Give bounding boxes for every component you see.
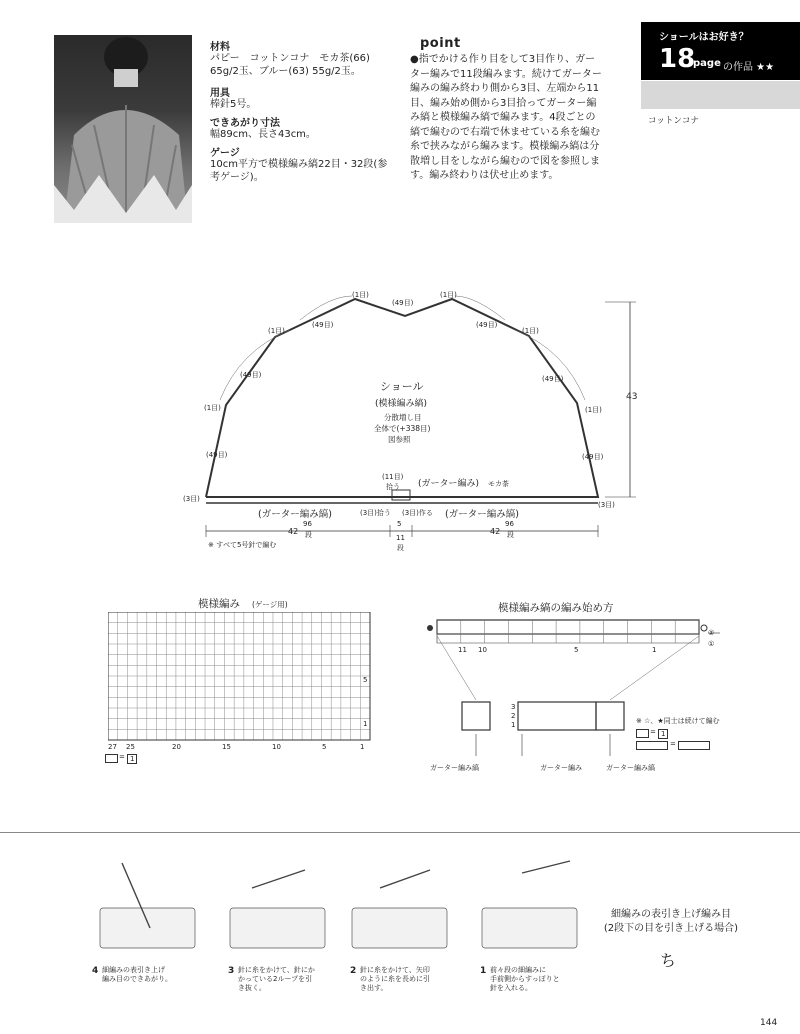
pattern-row-5: 5 bbox=[363, 676, 368, 684]
yarn-name: コットンコナ bbox=[648, 116, 699, 126]
start-note: ※ ☆、★同士は続けて編む bbox=[636, 717, 720, 725]
footnote: ※ すべて5号針で編む bbox=[208, 541, 277, 549]
step-3-text: 針に糸をかけて、針にか かっている2ループを引 き抜く。 bbox=[238, 966, 315, 992]
pick3-label: (3目)拾う bbox=[360, 509, 391, 517]
label-1me-e: (1目) bbox=[204, 404, 221, 412]
garter-center-label: (ガーター編み) bbox=[418, 479, 480, 489]
start-col-5: 5 bbox=[574, 646, 579, 654]
dim-dan-right: 段 bbox=[507, 531, 514, 539]
dim-42-right: 42 bbox=[490, 527, 501, 536]
legend-sym: 1 bbox=[127, 754, 137, 764]
start-garter-left: ガーター編み縞 bbox=[430, 764, 479, 772]
start-legend-eq2: = bbox=[670, 740, 676, 748]
garter-center-color: モカ茶 bbox=[488, 480, 509, 488]
stitch-symbol-icon: ち bbox=[660, 951, 677, 970]
section-divider bbox=[0, 832, 800, 833]
page-number-footer: 144 bbox=[760, 1018, 778, 1028]
series-title: ショールはお好き？ bbox=[659, 32, 749, 43]
pattern-chart-title: 模様編み bbox=[198, 598, 240, 610]
schematic-note-2: 全体で(+338目) bbox=[374, 424, 431, 433]
step-4-text: 細編みの表引き上げ 編み目のできあがり。 bbox=[102, 966, 172, 983]
start-col-10: 10 bbox=[478, 646, 487, 654]
page-number: 18 bbox=[659, 44, 696, 74]
point-text: ●指でかける作り目をして3目作り、ガー ター編みで11段編みます。続けてガーター 編みの編み終わり側から3目、左端から11 目、編み始め側から3目拾ってガーター編 み縞と模様編み縞で編みます。4段ごとの 縞で編むので右端で休ませている糸を編む 糸で挟みながら編みます。模様編み縞は分 散増し目をしながら編むので図を参照しま す。編み終わりは伏せ止めます。 bbox=[410, 54, 602, 181]
small-row-1: 1 bbox=[511, 721, 516, 729]
label-49-right: (49目) bbox=[542, 375, 564, 383]
dim-11-dan: 段 bbox=[397, 544, 404, 552]
label-49-left-low: (49目) bbox=[206, 451, 228, 459]
garter-right-label: (ガーター編み縞) bbox=[445, 509, 519, 520]
small-row-3: 3 bbox=[511, 703, 516, 711]
label-3me-right: (3目) bbox=[598, 501, 615, 509]
step-2-num: 2 bbox=[350, 966, 357, 976]
step-1-num: 1 bbox=[480, 966, 487, 976]
pickup-11: (11目) bbox=[382, 473, 404, 481]
dim-43: 43 bbox=[626, 392, 638, 402]
dim-dan-left: 段 bbox=[305, 531, 312, 539]
legend-blank-cell bbox=[105, 754, 118, 763]
start-garter-right: ガーター編み縞 bbox=[606, 764, 655, 772]
garter-left-label: (ガーター編み縞) bbox=[258, 509, 332, 520]
dim-42-left: 42 bbox=[288, 527, 299, 536]
step-2-text: 針に糸をかけて、矢印 のように糸を長めに引 き出す。 bbox=[360, 966, 430, 992]
start-garter-mid: ガーター編み bbox=[540, 764, 582, 772]
start-legend-cell bbox=[636, 729, 649, 738]
pattern-col-25: 25 bbox=[126, 743, 135, 751]
label-1me-a: (1目) bbox=[352, 291, 369, 299]
label-49-left: (49目) bbox=[240, 371, 262, 379]
dim-96-right: 96 bbox=[505, 520, 514, 528]
pattern-chart-subtitle: (ゲージ用) bbox=[252, 600, 288, 609]
start-arrow-1: ① bbox=[708, 640, 715, 648]
label-1me-b: (1目) bbox=[440, 291, 457, 299]
schematic-title: ショール bbox=[380, 380, 424, 393]
pattern-col-27: 27 bbox=[108, 743, 117, 751]
start-chart-diagram bbox=[420, 614, 720, 774]
materials-text: パピー コットンコナ モカ茶(66) 65g/2玉、ブルー(63) 55g/2玉。 bbox=[210, 53, 370, 77]
page-suffix: の作品 ★★ bbox=[723, 62, 775, 73]
pattern-col-20: 20 bbox=[172, 743, 181, 751]
tools-label: 用具 bbox=[210, 88, 230, 99]
label-1me-d: (1目) bbox=[522, 327, 539, 335]
tools-text: 棒針5号。 bbox=[210, 99, 257, 110]
materials-label: 材料 bbox=[210, 42, 230, 53]
size-text: 幅89cm、長さ43cm。 bbox=[210, 129, 316, 140]
gauge-label: ゲージ bbox=[210, 148, 240, 159]
stitch-title: 細編みの表引き上げ編み目 (2段下の目を引き上げる場合) bbox=[603, 909, 739, 934]
schematic-subtitle: (模様編み縞) bbox=[375, 399, 428, 409]
start-legend-val1: 1 bbox=[658, 729, 668, 739]
pattern-col-10: 10 bbox=[272, 743, 281, 751]
pattern-chart-grid bbox=[108, 612, 378, 752]
make3-label: (3目)作る bbox=[402, 509, 433, 517]
small-row-2: 2 bbox=[511, 712, 516, 720]
label-49me-ul: (49目) bbox=[312, 321, 334, 329]
start-arrow-2: ② bbox=[708, 629, 715, 637]
step-4-num: 4 bbox=[92, 966, 99, 976]
label-1me-c: (1目) bbox=[268, 327, 285, 335]
schematic-note-3: 図参照 bbox=[388, 435, 411, 444]
pattern-col-15: 15 bbox=[222, 743, 231, 751]
label-3me-left: (3目) bbox=[183, 495, 200, 503]
start-col-11: 11 bbox=[458, 646, 467, 654]
start-col-1: 1 bbox=[652, 646, 657, 654]
dim-5: 5 bbox=[397, 520, 402, 528]
legend-eq: = bbox=[119, 753, 125, 761]
label-49-right-low: (49目) bbox=[582, 453, 604, 461]
step-3-num: 3 bbox=[228, 966, 235, 976]
schematic-note-1: 分散増し目 bbox=[384, 413, 422, 422]
pattern-col-5: 5 bbox=[322, 743, 327, 751]
gauge-text: 10cm平方で模様編み縞22目・32段(参 考ゲージ)。 bbox=[210, 159, 388, 183]
pickup-11-text: 拾う bbox=[386, 483, 400, 491]
start-chart-title: 模様編み縞の編み始め方 bbox=[498, 602, 614, 614]
label-1me-f: (1目) bbox=[585, 406, 602, 414]
size-label: できあがり寸法 bbox=[210, 118, 280, 129]
step-1-text: 前々段の細編みに 手前側からすっぽりと 針を入れる。 bbox=[490, 966, 560, 992]
start-legend-eq1: = bbox=[650, 728, 656, 736]
pattern-col-1: 1 bbox=[360, 743, 365, 751]
page-label: page bbox=[693, 58, 721, 69]
label-49me-ur: (49目) bbox=[476, 321, 498, 329]
start-legend-box2 bbox=[678, 741, 710, 750]
start-legend-cell2 bbox=[636, 741, 668, 750]
pattern-row-1: 1 bbox=[363, 720, 368, 728]
label-49me-top: (49目) bbox=[392, 299, 414, 307]
dim-11: 11 bbox=[396, 534, 405, 542]
point-title: point bbox=[420, 36, 461, 51]
stitch-illustrations bbox=[90, 858, 590, 958]
dim-96-left: 96 bbox=[303, 520, 312, 528]
